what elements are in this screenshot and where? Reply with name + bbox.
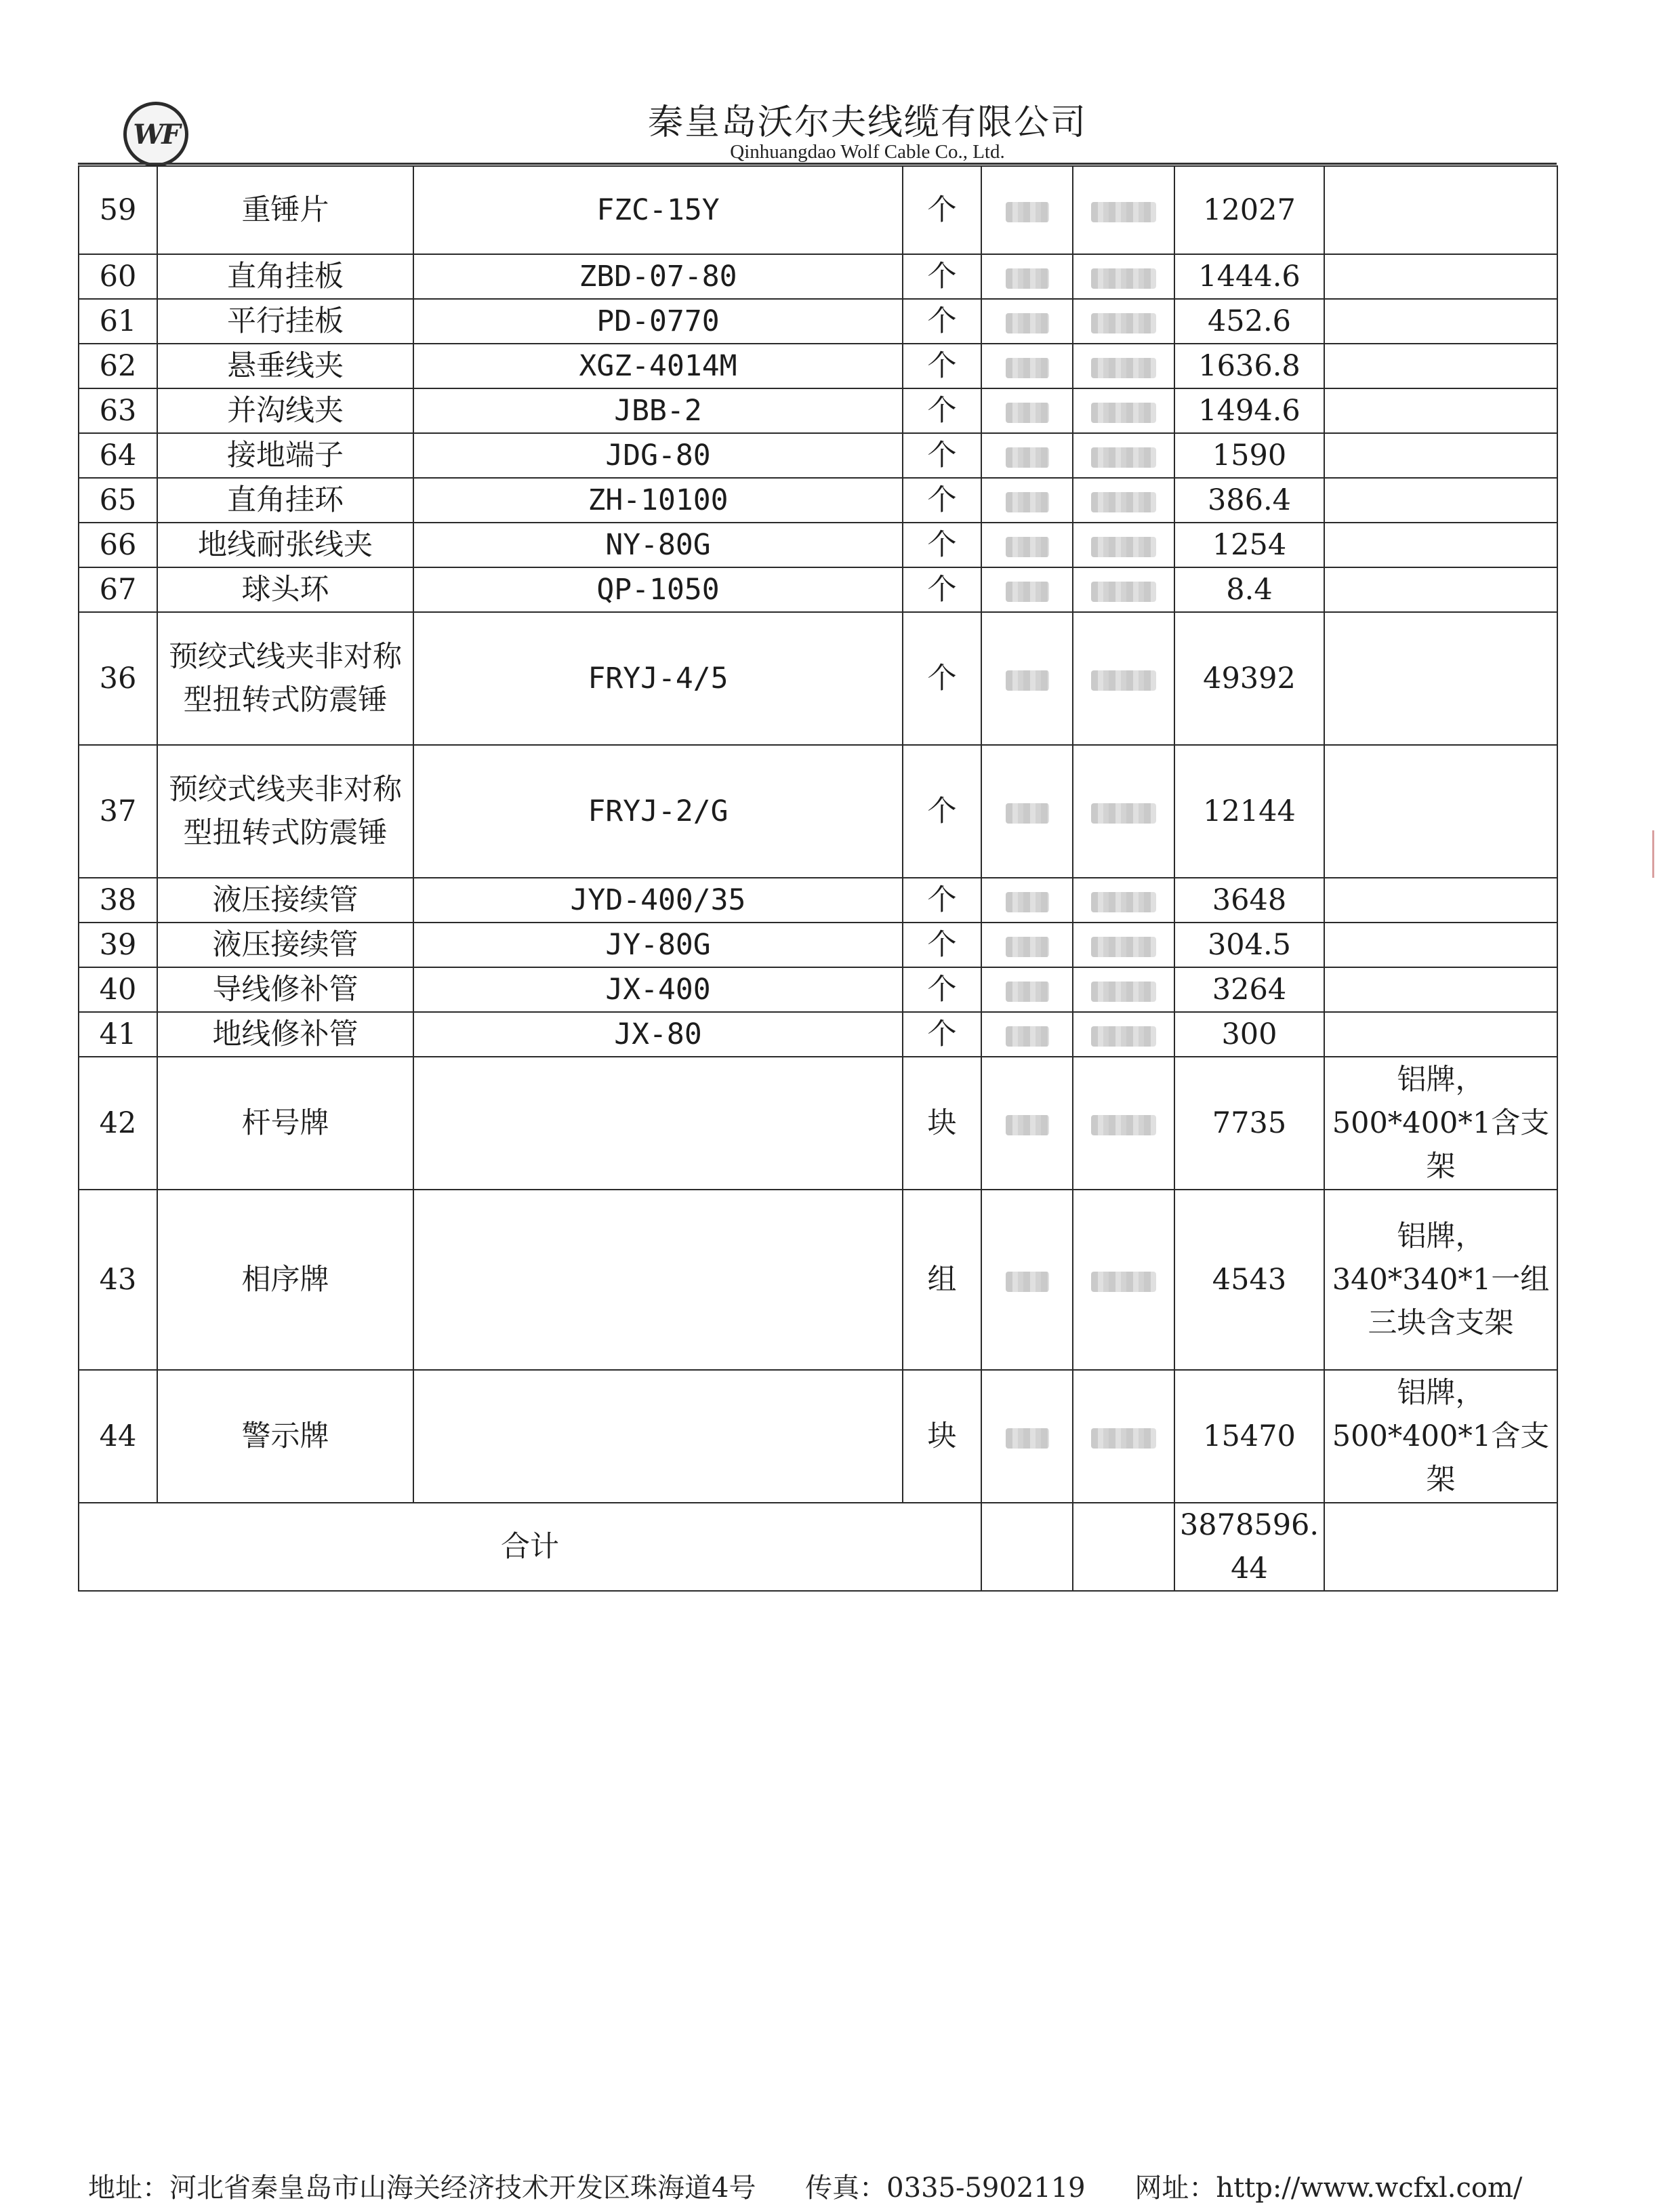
item-model: ZH-10100	[413, 478, 903, 523]
item-unit: 个	[903, 344, 981, 388]
footer-address: 地址：河北省秦皇岛市山海关经济技术开发区珠海道4号	[88, 2172, 756, 2204]
item-amount: 3648	[1174, 878, 1324, 923]
item-model: JDG-80	[413, 433, 903, 478]
item-quantity-redacted	[981, 1057, 1073, 1190]
redaction-blur	[1091, 1272, 1156, 1292]
item-unit: 个	[903, 967, 981, 1012]
item-model: NY-80G	[413, 523, 903, 567]
item-price-redacted	[1073, 967, 1174, 1012]
item-quantity-redacted	[981, 299, 1073, 344]
row-number: 59	[79, 166, 157, 254]
item-model: PD-0770	[413, 299, 903, 344]
redaction-blur	[1091, 670, 1156, 691]
item-model: JBB-2	[413, 388, 903, 433]
redaction-blur	[1091, 268, 1156, 289]
item-price-redacted	[1073, 1012, 1174, 1057]
item-unit: 个	[903, 745, 981, 878]
item-quantity-redacted	[981, 1370, 1073, 1503]
item-model: XGZ-4014M	[413, 344, 903, 388]
item-model: JYD-400/35	[413, 878, 903, 923]
item-amount: 15470	[1174, 1370, 1324, 1503]
redaction-blur	[1091, 447, 1156, 468]
item-note	[1324, 299, 1557, 344]
redaction-blur	[1006, 403, 1049, 423]
item-amount: 1636.8	[1174, 344, 1324, 388]
item-amount: 3264	[1174, 967, 1324, 1012]
table-row	[79, 1057, 1557, 1190]
item-note	[1324, 254, 1557, 299]
item-quantity-redacted	[981, 254, 1073, 299]
table-row	[79, 478, 1557, 523]
item-note	[1324, 523, 1557, 567]
item-note	[1324, 878, 1557, 923]
row-number: 60	[79, 254, 157, 299]
redaction-blur	[1006, 202, 1049, 222]
item-quantity-redacted	[981, 612, 1073, 745]
item-note	[1324, 166, 1557, 254]
redaction-blur	[1006, 492, 1049, 512]
table-row	[79, 923, 1557, 967]
row-number: 67	[79, 567, 157, 612]
item-name: 直角挂环	[157, 478, 413, 523]
item-model: JY-80G	[413, 923, 903, 967]
redaction-blur	[1091, 1026, 1156, 1047]
item-unit: 个	[903, 166, 981, 254]
item-name: 地线耐张线夹	[157, 523, 413, 567]
item-unit: 个	[903, 923, 981, 967]
total-row	[79, 1503, 1557, 1591]
redaction-blur	[1006, 982, 1049, 1002]
item-amount: 386.4	[1174, 478, 1324, 523]
item-model	[413, 1370, 903, 1503]
redaction-blur	[1091, 202, 1156, 222]
redaction-blur	[1091, 892, 1156, 912]
materials-table	[78, 165, 1558, 1592]
item-name: 警示牌	[157, 1370, 413, 1503]
item-price-redacted	[1073, 433, 1174, 478]
total-note	[1324, 1503, 1557, 1591]
item-quantity-redacted	[981, 967, 1073, 1012]
item-quantity-redacted	[981, 478, 1073, 523]
table-row	[79, 388, 1557, 433]
item-price-redacted	[1073, 1190, 1174, 1370]
item-unit: 个	[903, 612, 981, 745]
table-row	[79, 1012, 1557, 1057]
table-row	[79, 1370, 1557, 1503]
item-name: 液压接续管	[157, 923, 413, 967]
row-number: 64	[79, 433, 157, 478]
item-unit: 个	[903, 299, 981, 344]
item-model	[413, 1190, 903, 1370]
item-amount: 1590	[1174, 433, 1324, 478]
page-footer	[88, 2166, 1579, 2205]
company-name-en: Qinhuangdao Wolf Cable Co., Ltd.	[730, 141, 1005, 163]
item-unit: 个	[903, 1012, 981, 1057]
item-name: 预绞式线夹非对称型扭转式防震锤	[157, 745, 413, 878]
table-row	[79, 878, 1557, 923]
redaction-blur	[1006, 1026, 1049, 1047]
item-quantity-redacted	[981, 433, 1073, 478]
item-price-redacted	[1073, 878, 1174, 923]
item-note	[1324, 1012, 1557, 1057]
item-price-redacted	[1073, 523, 1174, 567]
redaction-blur	[1006, 1428, 1049, 1449]
item-unit: 个	[903, 388, 981, 433]
item-name: 球头环	[157, 567, 413, 612]
row-number: 39	[79, 923, 157, 967]
item-price-redacted	[1073, 1057, 1174, 1190]
item-amount: 8.4	[1174, 567, 1324, 612]
redaction-blur	[1091, 1115, 1156, 1135]
redaction-blur	[1006, 937, 1049, 957]
row-number: 37	[79, 745, 157, 878]
redaction-blur	[1091, 313, 1156, 333]
redaction-blur	[1006, 313, 1049, 333]
item-note: 铝牌，340*340*1一组三块含支架	[1324, 1190, 1557, 1370]
row-number: 41	[79, 1012, 157, 1057]
item-quantity-redacted	[981, 923, 1073, 967]
total-qty-cell	[981, 1503, 1073, 1591]
table-row	[79, 567, 1557, 612]
item-unit: 个	[903, 878, 981, 923]
redaction-blur	[1091, 403, 1156, 423]
redaction-blur	[1006, 670, 1049, 691]
redaction-blur	[1006, 537, 1049, 557]
item-quantity-redacted	[981, 745, 1073, 878]
redaction-blur	[1006, 892, 1049, 912]
scan-mark	[1652, 830, 1654, 878]
item-note	[1324, 433, 1557, 478]
row-number: 61	[79, 299, 157, 344]
item-amount: 1254	[1174, 523, 1324, 567]
item-amount: 4543	[1174, 1190, 1324, 1370]
table-row	[79, 612, 1557, 745]
item-name: 液压接续管	[157, 878, 413, 923]
item-note	[1324, 612, 1557, 745]
item-name: 接地端子	[157, 433, 413, 478]
redaction-blur	[1091, 582, 1156, 602]
item-quantity-redacted	[981, 166, 1073, 254]
item-unit: 个	[903, 254, 981, 299]
item-price-redacted	[1073, 166, 1174, 254]
item-amount: 12144	[1174, 745, 1324, 878]
item-name: 平行挂板	[157, 299, 413, 344]
row-number: 42	[79, 1057, 157, 1190]
item-amount: 304.5	[1174, 923, 1324, 967]
table-row	[79, 433, 1557, 478]
redaction-blur	[1091, 358, 1156, 378]
header-divider	[78, 163, 1557, 165]
row-number: 62	[79, 344, 157, 388]
item-model: FZC-15Y	[413, 166, 903, 254]
footer-fax: 传真：0335-5902119	[805, 2172, 1086, 2204]
item-price-redacted	[1073, 923, 1174, 967]
item-model: JX-400	[413, 967, 903, 1012]
item-unit: 个	[903, 567, 981, 612]
table-row	[79, 254, 1557, 299]
item-model	[413, 1057, 903, 1190]
redaction-blur	[1091, 937, 1156, 957]
redaction-blur	[1006, 447, 1049, 468]
item-model: FRYJ-4/5	[413, 612, 903, 745]
row-number: 40	[79, 967, 157, 1012]
redaction-blur	[1006, 582, 1049, 602]
item-quantity-redacted	[981, 878, 1073, 923]
item-note	[1324, 567, 1557, 612]
redaction-blur	[1091, 803, 1156, 824]
table-row	[79, 344, 1557, 388]
item-amount: 452.6	[1174, 299, 1324, 344]
row-number: 36	[79, 612, 157, 745]
item-quantity-redacted	[981, 567, 1073, 612]
item-price-redacted	[1073, 1370, 1174, 1503]
item-amount: 1444.6	[1174, 254, 1324, 299]
item-quantity-redacted	[981, 388, 1073, 433]
item-name: 相序牌	[157, 1190, 413, 1370]
item-quantity-redacted	[981, 1012, 1073, 1057]
item-model: FRYJ-2/G	[413, 745, 903, 878]
redaction-blur	[1091, 982, 1156, 1002]
item-unit: 块	[903, 1057, 981, 1190]
item-quantity-redacted	[981, 523, 1073, 567]
item-note	[1324, 745, 1557, 878]
table-row	[79, 166, 1557, 254]
item-quantity-redacted	[981, 1190, 1073, 1370]
row-number: 65	[79, 478, 157, 523]
item-amount: 300	[1174, 1012, 1324, 1057]
item-name: 直角挂板	[157, 254, 413, 299]
item-unit: 组	[903, 1190, 981, 1370]
item-amount: 49392	[1174, 612, 1324, 745]
redaction-blur	[1006, 358, 1049, 378]
row-number: 63	[79, 388, 157, 433]
footer-website: 网址：http://www.wcfxl.com/	[1134, 2172, 1523, 2204]
total-price-cell	[1073, 1503, 1174, 1591]
redaction-blur	[1006, 1115, 1049, 1135]
redaction-blur	[1091, 492, 1156, 512]
item-price-redacted	[1073, 745, 1174, 878]
item-unit: 个	[903, 433, 981, 478]
item-name: 地线修补管	[157, 1012, 413, 1057]
item-price-redacted	[1073, 478, 1174, 523]
redaction-blur	[1006, 803, 1049, 824]
item-amount: 7735	[1174, 1057, 1324, 1190]
redaction-blur	[1006, 1272, 1049, 1292]
row-number: 38	[79, 878, 157, 923]
item-price-redacted	[1073, 254, 1174, 299]
item-unit: 个	[903, 523, 981, 567]
redaction-blur	[1006, 268, 1049, 289]
item-amount: 12027	[1174, 166, 1324, 254]
item-name: 并沟线夹	[157, 388, 413, 433]
item-note	[1324, 967, 1557, 1012]
item-price-redacted	[1073, 299, 1174, 344]
table-row	[79, 523, 1557, 567]
redaction-blur	[1091, 537, 1156, 557]
item-note	[1324, 923, 1557, 967]
item-model: JX-80	[413, 1012, 903, 1057]
item-note	[1324, 388, 1557, 433]
item-name: 预绞式线夹非对称型扭转式防震锤	[157, 612, 413, 745]
table-row	[79, 745, 1557, 878]
redaction-blur	[1091, 1428, 1156, 1449]
table-row	[79, 967, 1557, 1012]
item-name: 杆号牌	[157, 1057, 413, 1190]
item-note: 铝牌，500*400*1含支架	[1324, 1057, 1557, 1190]
item-price-redacted	[1073, 567, 1174, 612]
row-number: 66	[79, 523, 157, 567]
total-label: 合计	[79, 1503, 981, 1591]
total-amount: 3878596.44	[1174, 1503, 1324, 1591]
item-name: 重锤片	[157, 166, 413, 254]
item-note: 铝牌，500*400*1含支架	[1324, 1370, 1557, 1503]
item-note	[1324, 478, 1557, 523]
item-model: ZBD-07-80	[413, 254, 903, 299]
item-price-redacted	[1073, 344, 1174, 388]
table-row	[79, 299, 1557, 344]
company-logo: WF	[123, 102, 188, 167]
item-unit: 个	[903, 478, 981, 523]
table-row	[79, 1190, 1557, 1370]
item-price-redacted	[1073, 388, 1174, 433]
item-unit: 块	[903, 1370, 981, 1503]
item-name: 悬垂线夹	[157, 344, 413, 388]
row-number: 44	[79, 1370, 157, 1503]
item-quantity-redacted	[981, 344, 1073, 388]
item-price-redacted	[1073, 612, 1174, 745]
item-model: QP-1050	[413, 567, 903, 612]
item-note	[1324, 344, 1557, 388]
row-number: 43	[79, 1190, 157, 1370]
company-name-cn: 秦皇岛沃尔夫线缆有限公司	[647, 102, 1087, 143]
item-amount: 1494.6	[1174, 388, 1324, 433]
item-name: 导线修补管	[157, 967, 413, 1012]
